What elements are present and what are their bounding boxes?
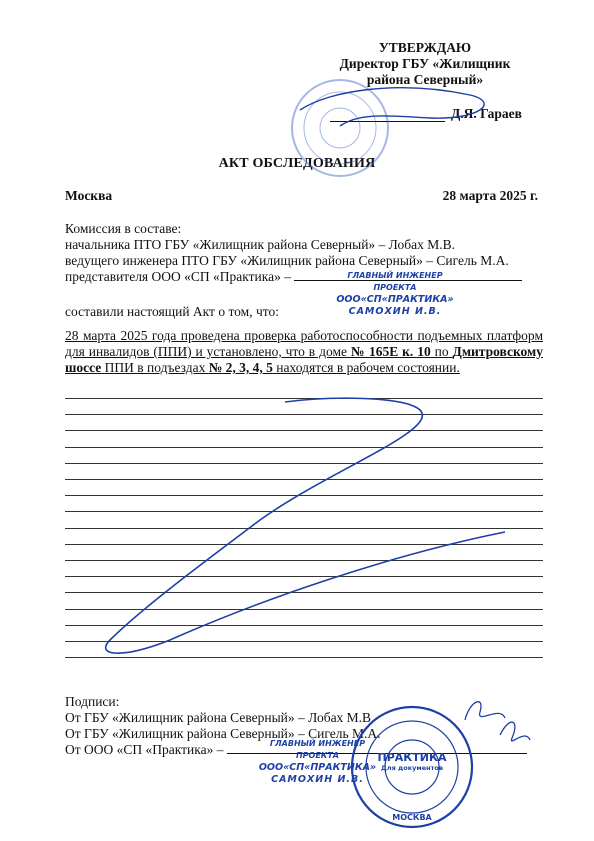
act-intro: составили настоящий Акт о том, что: bbox=[65, 304, 279, 319]
director-signature bbox=[300, 88, 484, 126]
document-date: 28 марта 2025 г. bbox=[442, 188, 538, 203]
approval-signer: Д.Я. Гараев bbox=[451, 106, 522, 121]
engineer-stamp-top: ГЛАВНЫЙ ИНЖЕНЕР ПРОЕКТА ООО«СП«ПРАКТИКА» САМОХИН И.В. bbox=[336, 271, 454, 317]
approval-position-line1: Директор ГБУ «Жилищник bbox=[339, 56, 511, 71]
house-number: № 165Е к. 10 bbox=[350, 344, 431, 359]
findings-paragraph: 28 марта 2025 года проведена проверка работоспособности подъемных платформ для инвалидов (ППИ) и установлено, что в доме № 165Е к. 10 по Дмитровскому шоссе ППИ в подъездах № 2, 3, 4, 5 находятся в рабочем состоянии. bbox=[65, 328, 543, 375]
signature-line-3: От ООО «СП «Практика» – bbox=[65, 742, 527, 758]
signature-lobakh bbox=[465, 702, 505, 720]
document-city: Москва bbox=[65, 188, 113, 203]
commission-member-1: начальника ПТО ГБУ «Жилищник района Северный» – Лобах М.В. bbox=[65, 237, 455, 252]
signature-line-1: От ГБУ «Жилищник района Северный» – Лобах М.В. bbox=[65, 710, 375, 725]
approval-heading: УТВЕРЖДАЮ bbox=[378, 40, 472, 55]
engineer-stamp-bottom: ГЛАВНЫЙ ИНЖЕНЕР ПРОЕКТА ООО«СП«ПРАКТИКА» САМОХИН И.В. bbox=[258, 739, 377, 785]
signature-sigel bbox=[500, 722, 530, 741]
commission-intro: Комиссия в составе: bbox=[65, 221, 182, 236]
entrance-numbers: № 2, 3, 4, 5 bbox=[208, 360, 273, 375]
document-title: АКТ ОБСЛЕДОВАНИЯ bbox=[218, 156, 376, 171]
round-stamp-label: ПРАКТИКА Для документов bbox=[377, 751, 447, 772]
round-stamp-city: МОСКВА bbox=[392, 813, 432, 822]
signature-line-2: От ГБУ «Жилищник района Северный» – Сигель М.А. bbox=[65, 726, 381, 741]
strike-through-z bbox=[106, 398, 505, 653]
commission-member-3: представителя ООО «СП «Практика» – bbox=[65, 269, 522, 285]
street-name: Дмитровскому шоссе bbox=[65, 344, 543, 375]
approval-position-line2: района Северный» bbox=[366, 72, 484, 87]
commission-member-2: ведущего инженера ПТО ГБУ «Жилищник района Северный» – Сигель М.А. bbox=[65, 253, 509, 268]
signatures-heading: Подписи: bbox=[65, 694, 120, 709]
